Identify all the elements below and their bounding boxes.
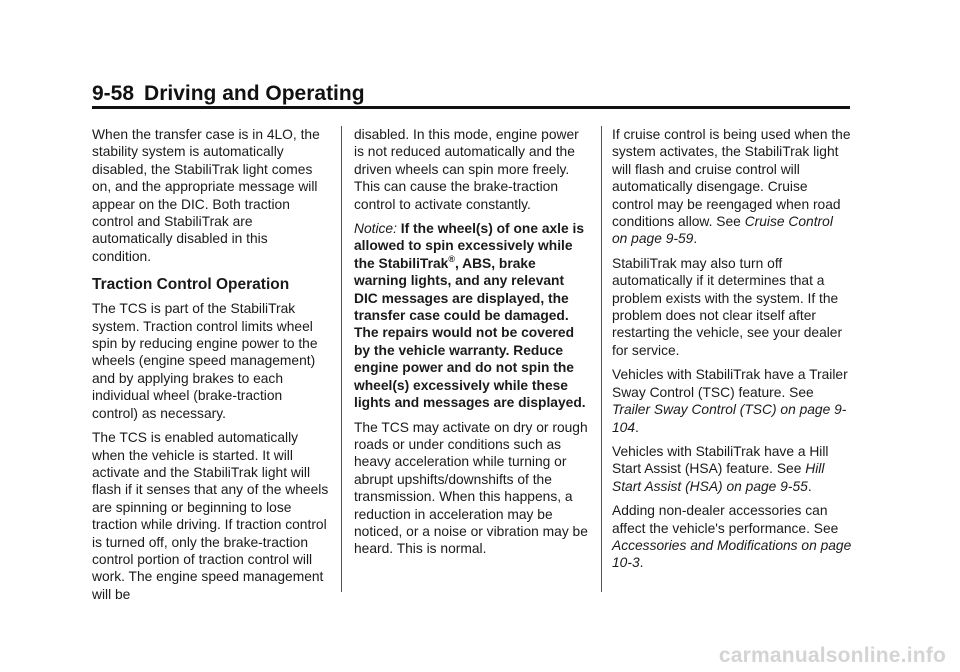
tsc-text: Vehicles with StabiliTrak have a Trailer Sway Control (TSC) feature. See xyxy=(612,367,848,400)
registered-mark: ® xyxy=(448,253,455,264)
column-3 xyxy=(612,126,852,579)
page-header xyxy=(92,82,365,106)
column-divider-1 xyxy=(341,126,342,592)
cruise-control-link[interactable]: Cruise Control on page 9-59 xyxy=(612,214,833,247)
watermark: carmanualsonline.info xyxy=(718,644,946,667)
notice-text-part1: If the wheel(s) of one axle is allowed to spin excessively while the StabiliTrak xyxy=(354,221,585,271)
column-divider-2 xyxy=(601,126,602,592)
paragraph-tcs-enabled: The TCS is enabled automatically when the vehicle is started. It will activate and the StabiliTrak light will flash if it senses that any of the wheels are spinning or beginning to lose traction while driving. If traction control is turned off, only the brake-traction control portion of traction control will work. The engine speed management will be xyxy=(92,430,329,602)
paragraph-4lo: When the transfer case is in 4LO, the stability system is automatically disabled, the StabiliTrak light comes on, and the appropriate message will appear on the DIC. Both traction control and StabiliTrak are automatically disabled in this condition. xyxy=(92,127,320,264)
column-2 xyxy=(354,126,590,565)
trailer-sway-control-link[interactable]: Trailer Sway Control (TSC) on page 9-104 xyxy=(612,402,847,435)
paragraph-cruise-control xyxy=(612,126,852,248)
accessories-link[interactable]: Accessories and Modifications on page 10-3 xyxy=(612,537,852,571)
paragraph-accessories xyxy=(612,502,852,572)
traction-control-heading: Traction Control Operation xyxy=(92,276,290,294)
period: . xyxy=(693,231,698,247)
paragraph-tcs-activate: The TCS may activate on dry or rough roads or under conditions such as heavy acceleration while turning or abrupt upshifts/downshifts of the transmission. When this happens, a reduction in acceleration may be noticed, or a noise or vibration may be heard. This is normal. xyxy=(354,419,588,557)
period: . xyxy=(639,555,644,571)
notice-label: Notice: xyxy=(354,221,397,237)
paragraph-tsc xyxy=(612,366,852,436)
hsa-text: Vehicles with StabiliTrak have a Hill Start Assist (HSA) feature. See xyxy=(612,443,829,477)
column-1 xyxy=(92,126,330,610)
paragraph-disabled-mode: disabled. In this mode, engine power is not reduced automatically and the driven wheels can spin more freely. This can cause the brake-traction control to activate constantly. xyxy=(354,127,579,212)
paragraph-tcs-part: The TCS is part of the StabiliTrak system. Traction control limits wheel spin by reducing engine power to the wheels (engine speed management) and by applying brakes to each individual wheel (brake-traction control) as necessary. xyxy=(92,301,318,421)
header-rule xyxy=(92,106,850,109)
hill-start-assist-link[interactable]: Hill Start Assist (HSA) on page 9-55 xyxy=(612,461,825,494)
period: . xyxy=(807,478,812,494)
accessories-text: Adding non-dealer accessories can affect the vehicle's performance. See xyxy=(612,503,839,536)
period: . xyxy=(635,419,639,435)
paragraph-auto-off: StabiliTrak may also turn off automatically if it determines that a problem exists with the system. If the problem does not clear itself after restarting the vehicle, see your dealer for service. xyxy=(612,255,843,358)
notice-text-part2: , ABS, brake warning lights, and any relevant DIC messages are displayed, the transfer case could be damaged. The repairs would not be covered by the vehicle warranty. Reduce engine power and do not spin the wheel(s) excessively while these lights and messages are displayed. xyxy=(354,255,586,411)
notice-block xyxy=(354,220,590,411)
section-title: Driving and Operating xyxy=(144,82,365,105)
cruise-text: If cruise control is being used when the system activates, the StabiliTrak light will flash and cruise control will automatically disengage. Cruise control may be reengaged when road conditions allow. See xyxy=(612,127,851,230)
page-number: 9-58 xyxy=(92,82,135,105)
paragraph-hsa xyxy=(612,443,852,495)
